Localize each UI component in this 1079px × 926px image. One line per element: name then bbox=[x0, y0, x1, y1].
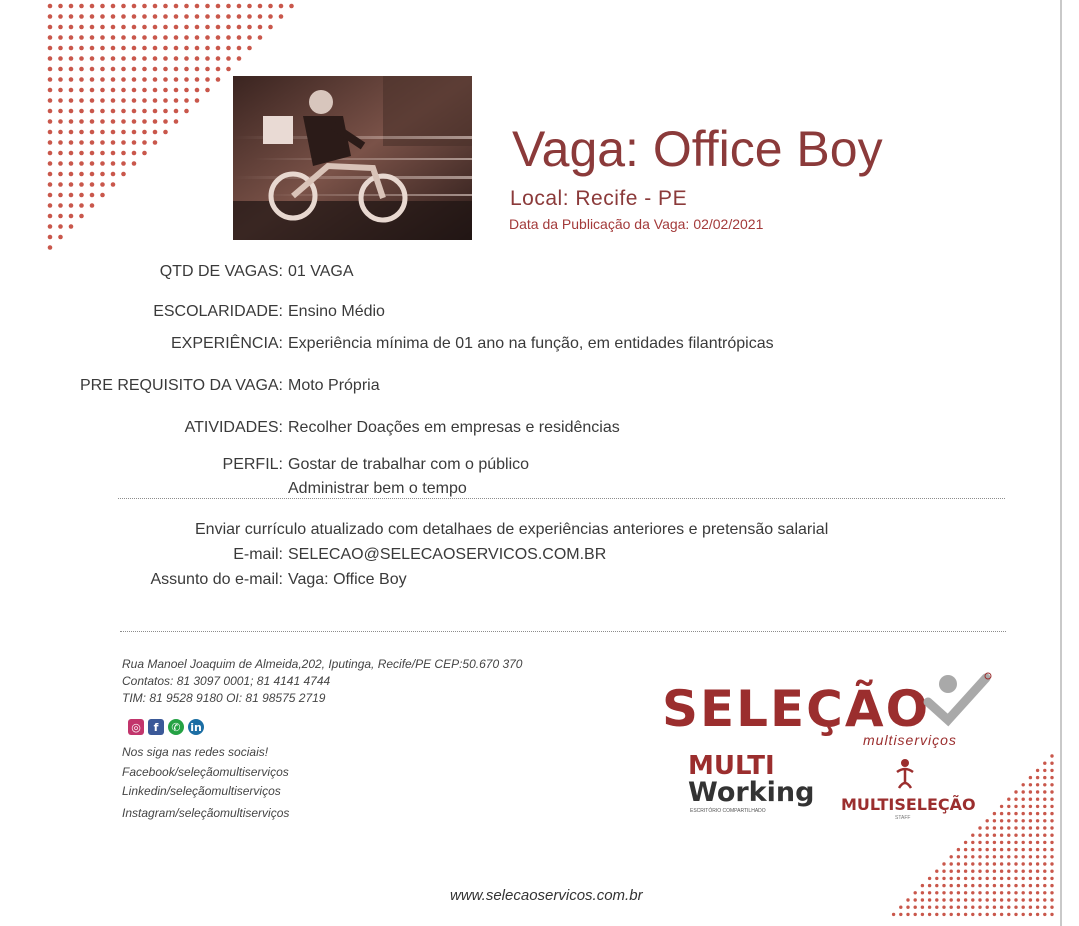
footer-mobile: TIM: 81 9528 9180 OI: 81 98575 2719 bbox=[122, 691, 326, 705]
detail-label-requisito: PRE REQUISITO DA VAGA: bbox=[79, 377, 283, 394]
job-title: Vaga: Office Boy bbox=[512, 121, 883, 177]
multiworking-logo-tagline: ESCRITÓRIO COMPARTILHADO bbox=[690, 808, 766, 814]
footer-contacts: Contatos: 81 3097 0001; 81 4141 4744 bbox=[122, 674, 331, 688]
send-instructions: Enviar currículo atualizado com detalhaes de experiências anteriores e pretensão salarial bbox=[195, 521, 829, 538]
subject-label: Assunto do e-mail: bbox=[150, 571, 283, 588]
multiselecao-logo: MULTISELEÇÃO bbox=[841, 795, 976, 814]
email-label: E-mail: bbox=[233, 546, 283, 563]
selecao-logo: SELEÇÃO bbox=[662, 680, 931, 738]
checkmark-icon bbox=[920, 670, 995, 735]
footer-facebook[interactable]: Facebook/seleçãomultiserviços bbox=[122, 765, 289, 779]
detail-value-atividades: Recolher Doações em empresas e residências bbox=[288, 419, 620, 436]
footer-address: Rua Manoel Joaquim de Almeida,202, Iputinga, Recife/PE CEP:50.670 370 bbox=[122, 657, 523, 671]
publication-date bbox=[509, 216, 763, 232]
detail-label-escolaridade: ESCOLARIDADE: bbox=[153, 303, 283, 320]
email-address[interactable]: SELECAO@SELECAOSERVICOS.COM.BR bbox=[288, 546, 607, 563]
detail-value-vagas: 01 VAGA bbox=[288, 263, 354, 280]
detail-value-requisito: Moto Própria bbox=[288, 377, 380, 394]
detail-value-experiencia: Experiência mínima de 01 ano na função, em entidades filantrópicas bbox=[288, 335, 774, 352]
instagram-icon[interactable]: ◎ bbox=[128, 719, 144, 735]
subject-value: Vaga: Office Boy bbox=[288, 571, 407, 588]
page-border bbox=[1060, 0, 1062, 926]
linkedin-icon[interactable]: in bbox=[188, 719, 204, 735]
multiselecao-logo-sub: STAFF bbox=[895, 815, 911, 821]
detail-value-perfil-1: Gostar de trabalhar com o público bbox=[288, 456, 530, 473]
multiworking-logo-line1: MULTI bbox=[688, 751, 775, 781]
detail-label-perfil: PERFIL: bbox=[222, 456, 283, 473]
website-link[interactable]: www.selecaoservicos.com.br bbox=[450, 887, 643, 904]
social-icons bbox=[128, 719, 204, 735]
multiworking-logo-line2: Working bbox=[688, 777, 815, 808]
detail-label-experiencia: EXPERIÊNCIA: bbox=[170, 335, 283, 352]
person-icon bbox=[893, 758, 917, 797]
divider-1 bbox=[118, 498, 1005, 499]
detail-label-vagas: QTD DE VAGAS: bbox=[159, 263, 283, 280]
courier-photo bbox=[233, 76, 472, 240]
divider-2 bbox=[120, 631, 1006, 632]
publication-date-label: Data da Publicação da Vaga: bbox=[509, 216, 690, 232]
detail-value-perfil-2: Administrar bem o tempo bbox=[288, 480, 467, 497]
footer-instagram[interactable]: Instagram/seleçãomultiserviços bbox=[122, 806, 290, 820]
whatsapp-icon[interactable]: ✆ bbox=[168, 719, 184, 735]
facebook-icon[interactable]: f bbox=[148, 719, 164, 735]
footer-follow: Nos siga nas redes sociais! bbox=[122, 745, 269, 759]
selecao-logo-sub: multiserviços bbox=[863, 732, 957, 748]
publication-date-value: 02/02/2021 bbox=[693, 216, 764, 232]
detail-value-escolaridade: Ensino Médio bbox=[288, 303, 385, 320]
job-location: Local: Recife - PE bbox=[510, 187, 688, 210]
footer-linkedin[interactable]: Linkedin/seleçãomultiserviços bbox=[122, 784, 281, 798]
detail-label-atividades: ATIVIDADES: bbox=[184, 419, 283, 436]
